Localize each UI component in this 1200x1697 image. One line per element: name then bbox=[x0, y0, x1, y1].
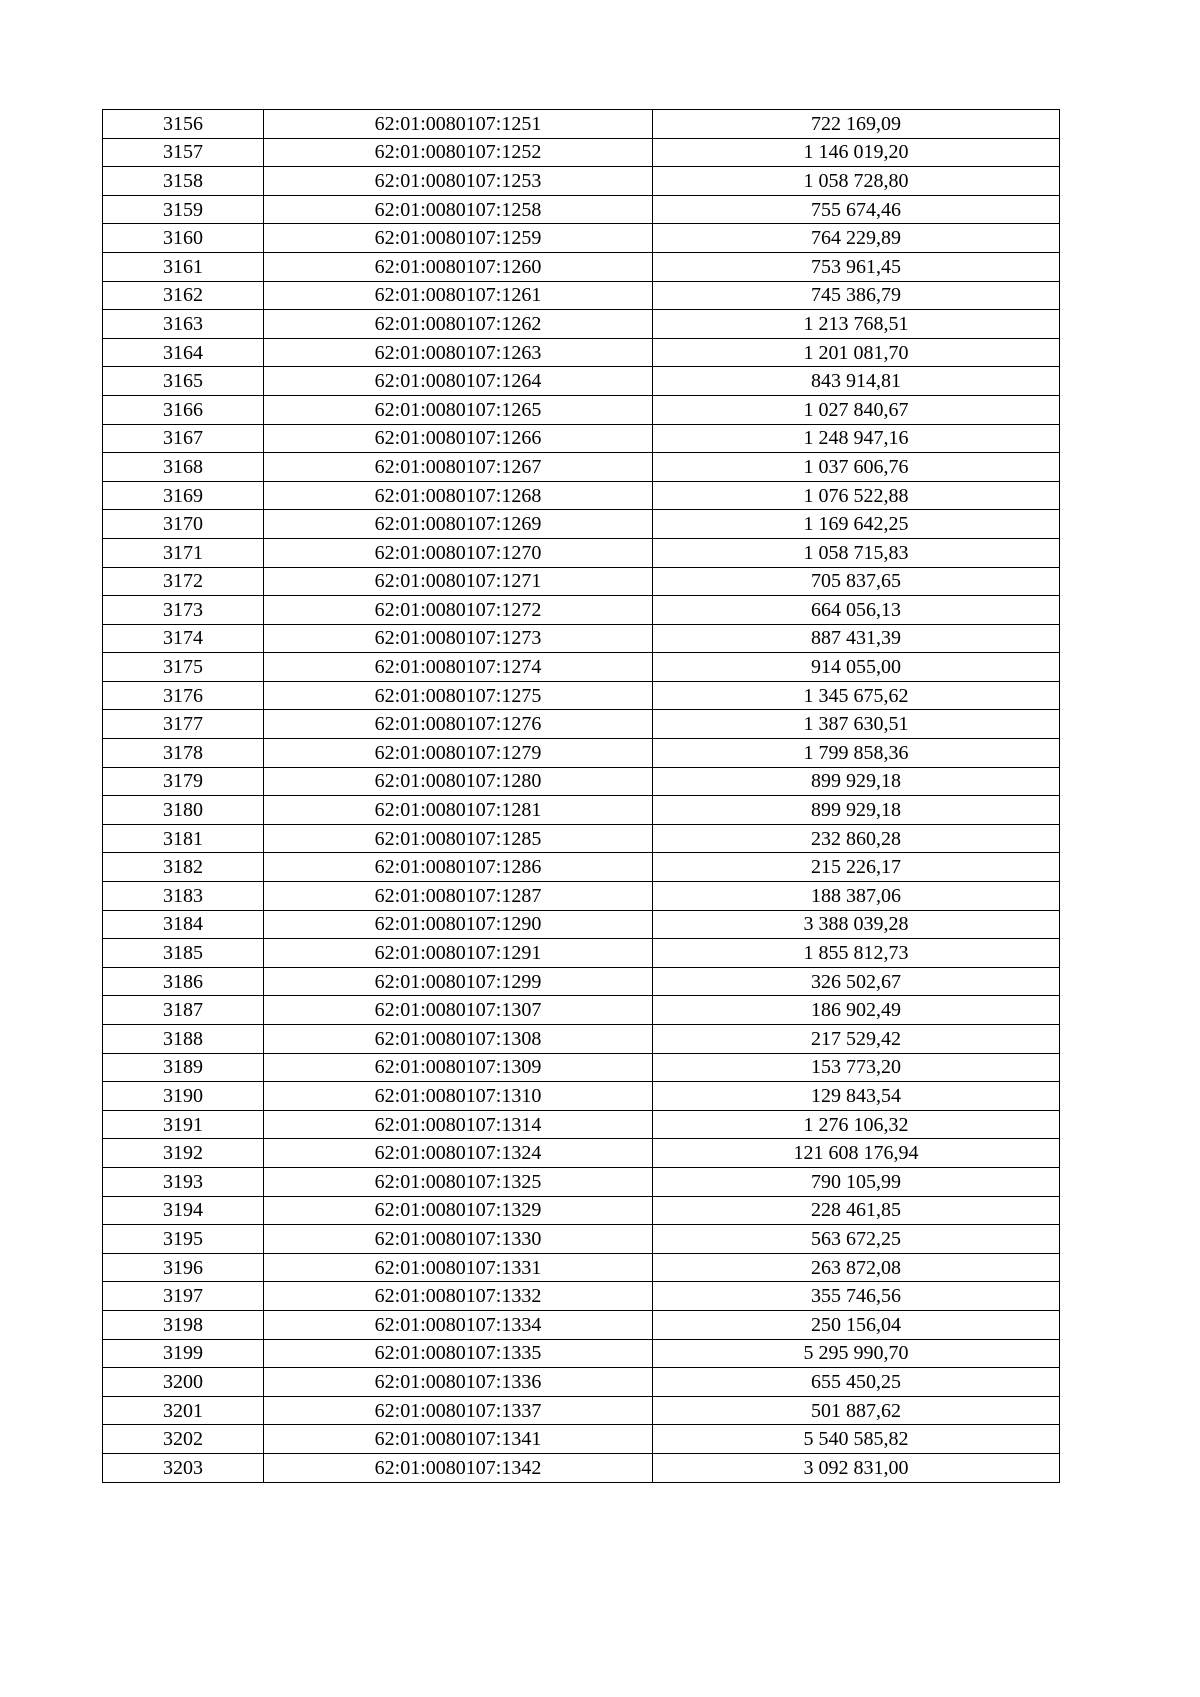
cadastral-value-cell: 764 229,89 bbox=[653, 224, 1060, 253]
cadastral-number-cell: 62:01:0080107:1260 bbox=[264, 252, 653, 281]
row-number-cell: 3173 bbox=[103, 596, 264, 625]
table-row bbox=[103, 910, 1060, 939]
cadastral-number-cell: 62:01:0080107:1324 bbox=[264, 1139, 653, 1168]
table-row bbox=[103, 1082, 1060, 1111]
table-row bbox=[103, 281, 1060, 310]
row-number-cell: 3202 bbox=[103, 1425, 264, 1454]
table-row bbox=[103, 1253, 1060, 1282]
cadastral-value-cell: 1 058 728,80 bbox=[653, 167, 1060, 196]
cadastral-value-cell: 263 872,08 bbox=[653, 1253, 1060, 1282]
cadastral-value-cell: 326 502,67 bbox=[653, 967, 1060, 996]
cadastral-number-cell: 62:01:0080107:1262 bbox=[264, 310, 653, 339]
cadastral-value-cell: 755 674,46 bbox=[653, 195, 1060, 224]
table-row bbox=[103, 310, 1060, 339]
row-number-cell: 3188 bbox=[103, 1025, 264, 1054]
cadastral-number-cell: 62:01:0080107:1281 bbox=[264, 796, 653, 825]
cadastral-number-cell: 62:01:0080107:1280 bbox=[264, 767, 653, 796]
cadastral-number-cell: 62:01:0080107:1261 bbox=[264, 281, 653, 310]
cadastral-number-cell: 62:01:0080107:1287 bbox=[264, 882, 653, 911]
table-row bbox=[103, 1110, 1060, 1139]
cadastral-number-cell: 62:01:0080107:1264 bbox=[264, 367, 653, 396]
cadastral-number-cell: 62:01:0080107:1335 bbox=[264, 1339, 653, 1368]
table-row bbox=[103, 624, 1060, 653]
row-number-cell: 3184 bbox=[103, 910, 264, 939]
row-number-cell: 3167 bbox=[103, 424, 264, 453]
table-row bbox=[103, 596, 1060, 625]
cadastral-number-cell: 62:01:0080107:1258 bbox=[264, 195, 653, 224]
cadastral-value-cell: 1 146 019,20 bbox=[653, 138, 1060, 167]
table-row bbox=[103, 939, 1060, 968]
cadastral-value-cell: 1 169 642,25 bbox=[653, 510, 1060, 539]
table-row bbox=[103, 1053, 1060, 1082]
cadastral-value-cell: 753 961,45 bbox=[653, 252, 1060, 281]
cadastral-value-cell: 1 248 947,16 bbox=[653, 424, 1060, 453]
cadastral-value-cell: 1 058 715,83 bbox=[653, 538, 1060, 567]
cadastral-number-cell: 62:01:0080107:1336 bbox=[264, 1368, 653, 1397]
table-row bbox=[103, 996, 1060, 1025]
table-row bbox=[103, 538, 1060, 567]
cadastral-value-cell: 129 843,54 bbox=[653, 1082, 1060, 1111]
table-row bbox=[103, 853, 1060, 882]
table-row bbox=[103, 1167, 1060, 1196]
cadastral-number-cell: 62:01:0080107:1299 bbox=[264, 967, 653, 996]
cadastral-value-cell: 217 529,42 bbox=[653, 1025, 1060, 1054]
cadastral-number-cell: 62:01:0080107:1341 bbox=[264, 1425, 653, 1454]
cadastral-value-cell: 1 855 812,73 bbox=[653, 939, 1060, 968]
table-row bbox=[103, 796, 1060, 825]
row-number-cell: 3186 bbox=[103, 967, 264, 996]
table-row bbox=[103, 338, 1060, 367]
table-row bbox=[103, 367, 1060, 396]
table-row bbox=[103, 1139, 1060, 1168]
cadastral-value-cell: 843 914,81 bbox=[653, 367, 1060, 396]
cadastral-number-cell: 62:01:0080107:1329 bbox=[264, 1196, 653, 1225]
cadastral-number-cell: 62:01:0080107:1314 bbox=[264, 1110, 653, 1139]
row-number-cell: 3177 bbox=[103, 710, 264, 739]
row-number-cell: 3203 bbox=[103, 1453, 264, 1482]
cadastral-number-cell: 62:01:0080107:1308 bbox=[264, 1025, 653, 1054]
table-row bbox=[103, 1282, 1060, 1311]
table-row bbox=[103, 710, 1060, 739]
cadastral-value-cell: 501 887,62 bbox=[653, 1396, 1060, 1425]
table-row bbox=[103, 967, 1060, 996]
table-row bbox=[103, 224, 1060, 253]
row-number-cell: 3198 bbox=[103, 1310, 264, 1339]
table-row bbox=[103, 653, 1060, 682]
row-number-cell: 3185 bbox=[103, 939, 264, 968]
cadastral-value-cell: 1 213 768,51 bbox=[653, 310, 1060, 339]
row-number-cell: 3166 bbox=[103, 395, 264, 424]
cadastral-value-cell: 655 450,25 bbox=[653, 1368, 1060, 1397]
row-number-cell: 3191 bbox=[103, 1110, 264, 1139]
cadastral-value-cell: 5 540 585,82 bbox=[653, 1425, 1060, 1454]
cadastral-value-cell: 899 929,18 bbox=[653, 767, 1060, 796]
row-number-cell: 3180 bbox=[103, 796, 264, 825]
cadastral-number-cell: 62:01:0080107:1276 bbox=[264, 710, 653, 739]
table-row bbox=[103, 424, 1060, 453]
cadastral-value-cell: 1 201 081,70 bbox=[653, 338, 1060, 367]
cadastral-number-cell: 62:01:0080107:1334 bbox=[264, 1310, 653, 1339]
cadastral-number-cell: 62:01:0080107:1263 bbox=[264, 338, 653, 367]
cadastral-number-cell: 62:01:0080107:1307 bbox=[264, 996, 653, 1025]
row-number-cell: 3161 bbox=[103, 252, 264, 281]
table-row bbox=[103, 195, 1060, 224]
cadastral-value-cell: 3 388 039,28 bbox=[653, 910, 1060, 939]
cadastral-number-cell: 62:01:0080107:1253 bbox=[264, 167, 653, 196]
table-row bbox=[103, 567, 1060, 596]
cadastral-value-cell: 745 386,79 bbox=[653, 281, 1060, 310]
cadastral-number-cell: 62:01:0080107:1274 bbox=[264, 653, 653, 682]
row-number-cell: 3156 bbox=[103, 110, 264, 139]
cadastral-value-cell: 899 929,18 bbox=[653, 796, 1060, 825]
cadastral-number-cell: 62:01:0080107:1251 bbox=[264, 110, 653, 139]
cadastral-value-cell: 215 226,17 bbox=[653, 853, 1060, 882]
cadastral-number-cell: 62:01:0080107:1271 bbox=[264, 567, 653, 596]
cadastral-value-cell: 232 860,28 bbox=[653, 824, 1060, 853]
row-number-cell: 3192 bbox=[103, 1139, 264, 1168]
row-number-cell: 3158 bbox=[103, 167, 264, 196]
cadastral-value-cell: 1 037 606,76 bbox=[653, 453, 1060, 482]
table-row bbox=[103, 510, 1060, 539]
cadastral-number-cell: 62:01:0080107:1275 bbox=[264, 681, 653, 710]
cadastral-value-cell: 722 169,09 bbox=[653, 110, 1060, 139]
cadastral-number-cell: 62:01:0080107:1291 bbox=[264, 939, 653, 968]
row-number-cell: 3182 bbox=[103, 853, 264, 882]
table-row bbox=[103, 252, 1060, 281]
table-row bbox=[103, 481, 1060, 510]
cadastral-value-cell: 355 746,56 bbox=[653, 1282, 1060, 1311]
cadastral-number-cell: 62:01:0080107:1267 bbox=[264, 453, 653, 482]
cadastral-number-cell: 62:01:0080107:1285 bbox=[264, 824, 653, 853]
cadastral-value-cell: 705 837,65 bbox=[653, 567, 1060, 596]
cadastral-value-cell: 1 387 630,51 bbox=[653, 710, 1060, 739]
cadastral-number-cell: 62:01:0080107:1325 bbox=[264, 1167, 653, 1196]
cadastral-value-cell: 188 387,06 bbox=[653, 882, 1060, 911]
table-row bbox=[103, 453, 1060, 482]
cadastral-number-cell: 62:01:0080107:1273 bbox=[264, 624, 653, 653]
cadastral-number-cell: 62:01:0080107:1265 bbox=[264, 395, 653, 424]
cadastral-value-cell: 121 608 176,94 bbox=[653, 1139, 1060, 1168]
table-row bbox=[103, 1368, 1060, 1397]
cadastral-number-cell: 62:01:0080107:1330 bbox=[264, 1225, 653, 1254]
row-number-cell: 3181 bbox=[103, 824, 264, 853]
row-number-cell: 3183 bbox=[103, 882, 264, 911]
cadastral-number-cell: 62:01:0080107:1266 bbox=[264, 424, 653, 453]
table-row bbox=[103, 138, 1060, 167]
cadastral-number-cell: 62:01:0080107:1286 bbox=[264, 853, 653, 882]
row-number-cell: 3189 bbox=[103, 1053, 264, 1082]
table-row bbox=[103, 395, 1060, 424]
table-row bbox=[103, 1310, 1060, 1339]
cadastral-value-cell: 1 345 675,62 bbox=[653, 681, 1060, 710]
cadastral-number-cell: 62:01:0080107:1272 bbox=[264, 596, 653, 625]
table-row bbox=[103, 1425, 1060, 1454]
table-row bbox=[103, 739, 1060, 768]
row-number-cell: 3190 bbox=[103, 1082, 264, 1111]
table-row bbox=[103, 1453, 1060, 1482]
row-number-cell: 3159 bbox=[103, 195, 264, 224]
table-row bbox=[103, 882, 1060, 911]
row-number-cell: 3195 bbox=[103, 1225, 264, 1254]
row-number-cell: 3162 bbox=[103, 281, 264, 310]
cadastral-value-cell: 153 773,20 bbox=[653, 1053, 1060, 1082]
cadastral-value-cell: 1 076 522,88 bbox=[653, 481, 1060, 510]
row-number-cell: 3163 bbox=[103, 310, 264, 339]
table-body bbox=[103, 110, 1060, 1483]
cadastral-value-table bbox=[102, 109, 1060, 1483]
table-row bbox=[103, 824, 1060, 853]
cadastral-number-cell: 62:01:0080107:1290 bbox=[264, 910, 653, 939]
row-number-cell: 3197 bbox=[103, 1282, 264, 1311]
row-number-cell: 3194 bbox=[103, 1196, 264, 1225]
table-row bbox=[103, 767, 1060, 796]
cadastral-number-cell: 62:01:0080107:1268 bbox=[264, 481, 653, 510]
row-number-cell: 3157 bbox=[103, 138, 264, 167]
cadastral-number-cell: 62:01:0080107:1259 bbox=[264, 224, 653, 253]
row-number-cell: 3179 bbox=[103, 767, 264, 796]
row-number-cell: 3165 bbox=[103, 367, 264, 396]
cadastral-number-cell: 62:01:0080107:1337 bbox=[264, 1396, 653, 1425]
cadastral-number-cell: 62:01:0080107:1331 bbox=[264, 1253, 653, 1282]
row-number-cell: 3196 bbox=[103, 1253, 264, 1282]
table-row bbox=[103, 1396, 1060, 1425]
cadastral-value-cell: 3 092 831,00 bbox=[653, 1453, 1060, 1482]
cadastral-number-cell: 62:01:0080107:1310 bbox=[264, 1082, 653, 1111]
row-number-cell: 3164 bbox=[103, 338, 264, 367]
cadastral-number-cell: 62:01:0080107:1279 bbox=[264, 739, 653, 768]
row-number-cell: 3171 bbox=[103, 538, 264, 567]
table-row bbox=[103, 167, 1060, 196]
cadastral-value-cell: 1 027 840,67 bbox=[653, 395, 1060, 424]
cadastral-number-cell: 62:01:0080107:1269 bbox=[264, 510, 653, 539]
row-number-cell: 3160 bbox=[103, 224, 264, 253]
cadastral-number-cell: 62:01:0080107:1252 bbox=[264, 138, 653, 167]
table-row bbox=[103, 110, 1060, 139]
row-number-cell: 3169 bbox=[103, 481, 264, 510]
cadastral-value-cell: 664 056,13 bbox=[653, 596, 1060, 625]
row-number-cell: 3174 bbox=[103, 624, 264, 653]
row-number-cell: 3199 bbox=[103, 1339, 264, 1368]
table-row bbox=[103, 681, 1060, 710]
row-number-cell: 3178 bbox=[103, 739, 264, 768]
cadastral-value-cell: 563 672,25 bbox=[653, 1225, 1060, 1254]
row-number-cell: 3170 bbox=[103, 510, 264, 539]
row-number-cell: 3201 bbox=[103, 1396, 264, 1425]
table-row bbox=[103, 1339, 1060, 1368]
cadastral-value-cell: 250 156,04 bbox=[653, 1310, 1060, 1339]
row-number-cell: 3172 bbox=[103, 567, 264, 596]
cadastral-value-cell: 1 799 858,36 bbox=[653, 739, 1060, 768]
row-number-cell: 3168 bbox=[103, 453, 264, 482]
row-number-cell: 3176 bbox=[103, 681, 264, 710]
cadastral-value-cell: 186 902,49 bbox=[653, 996, 1060, 1025]
cadastral-value-cell: 790 105,99 bbox=[653, 1167, 1060, 1196]
row-number-cell: 3193 bbox=[103, 1167, 264, 1196]
cadastral-value-cell: 228 461,85 bbox=[653, 1196, 1060, 1225]
cadastral-number-cell: 62:01:0080107:1332 bbox=[264, 1282, 653, 1311]
cadastral-value-cell: 1 276 106,32 bbox=[653, 1110, 1060, 1139]
row-number-cell: 3187 bbox=[103, 996, 264, 1025]
cadastral-number-cell: 62:01:0080107:1270 bbox=[264, 538, 653, 567]
table-row bbox=[103, 1196, 1060, 1225]
cadastral-number-cell: 62:01:0080107:1309 bbox=[264, 1053, 653, 1082]
row-number-cell: 3175 bbox=[103, 653, 264, 682]
cadastral-value-cell: 5 295 990,70 bbox=[653, 1339, 1060, 1368]
cadastral-value-cell: 887 431,39 bbox=[653, 624, 1060, 653]
cadastral-number-cell: 62:01:0080107:1342 bbox=[264, 1453, 653, 1482]
table-row bbox=[103, 1025, 1060, 1054]
row-number-cell: 3200 bbox=[103, 1368, 264, 1397]
cadastral-value-cell: 914 055,00 bbox=[653, 653, 1060, 682]
table-row bbox=[103, 1225, 1060, 1254]
